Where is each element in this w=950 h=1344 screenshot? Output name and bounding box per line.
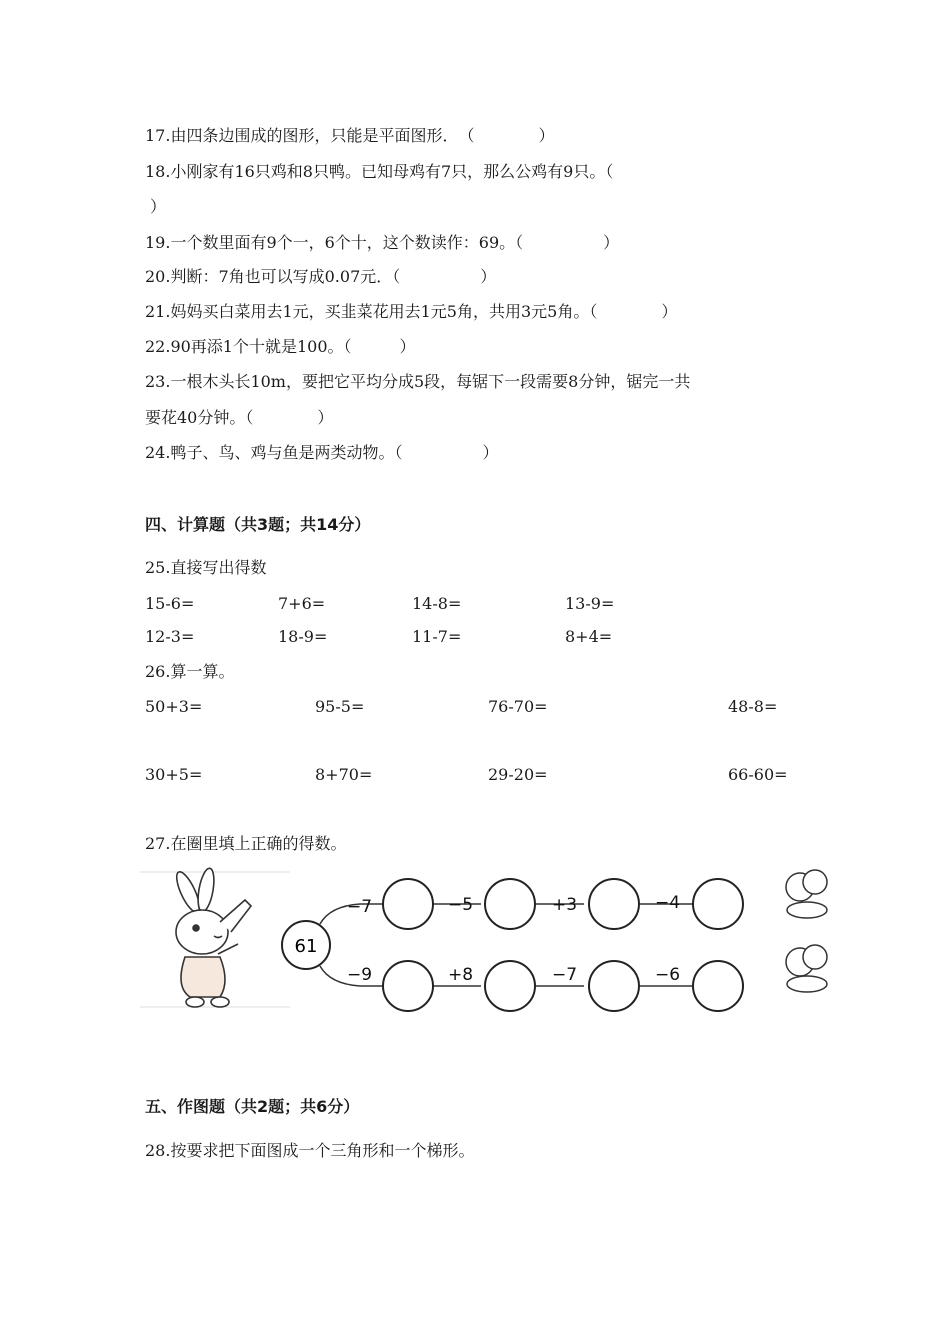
q25-expr: 12-3= — [145, 627, 195, 646]
op-label: −7 — [552, 965, 578, 985]
q26-expr: 66-60= — [728, 765, 788, 784]
answer-circle[interactable] — [383, 961, 433, 1011]
q26-expr: 48-8= — [728, 697, 778, 716]
question-18-line1: 18.小刚家有16只鸡和8只鸭。已知母鸡有7只，那么公鸡有9只。（ — [145, 162, 614, 181]
calculation-chain-figure — [140, 862, 840, 1022]
question-28: 28.按要求把下面图成一个三角形和一个梯形。 — [145, 1141, 475, 1160]
answer-circle[interactable] — [589, 879, 639, 929]
question-19: 19.一个数里面有9个一，6个十，这个数读作：69。（ ） — [145, 233, 620, 252]
question-20: 20.判断：7角也可以写成0.07元．（ ） — [145, 267, 497, 286]
question-17: 17.由四条边围成的图形，只能是平面图形． （ ） — [145, 126, 555, 145]
op-label: −4 — [655, 893, 681, 913]
question-21: 21.妈妈买白菜用去1元，买韭菜花用去1元5角，共用3元5角。（ ） — [145, 302, 678, 321]
op-label: −6 — [655, 965, 681, 985]
q25-expr: 7+6= — [278, 594, 326, 613]
op-label: −7 — [347, 897, 373, 917]
op-label: −5 — [448, 895, 474, 915]
q26-expr: 8+70= — [315, 765, 373, 784]
q26-expr: 50+3= — [145, 697, 203, 716]
q26-expr: 29-20= — [488, 765, 548, 784]
answer-circle[interactable] — [693, 961, 743, 1011]
question-25-title: 25.直接写出得数 — [145, 558, 267, 577]
question-27-title: 27.在圈里填上正确的得数。 — [145, 834, 347, 853]
question-24: 24.鸭子、鸟、鸡与鱼是两类动物。（ ） — [145, 443, 499, 462]
question-23-line2: 要花40分钟。（ ） — [145, 408, 334, 427]
answer-circle[interactable] — [693, 879, 743, 929]
cabbage-icon — [786, 945, 827, 992]
section-4-heading: 四、计算题（共3题；共14分） — [145, 515, 371, 534]
q25-expr: 8+4= — [565, 627, 613, 646]
op-label: +8 — [448, 965, 474, 985]
question-26-title: 26.算一算。 — [145, 662, 235, 681]
cabbage-icon — [786, 870, 827, 918]
q26-expr: 30+5= — [145, 765, 203, 784]
answer-circle[interactable] — [485, 961, 535, 1011]
rabbit-illustration — [172, 867, 251, 1007]
q25-expr: 14-8= — [412, 594, 462, 613]
answer-circle[interactable] — [589, 961, 639, 1011]
question-22: 22.90再添1个十就是100。（ ） — [145, 337, 416, 356]
q26-expr: 76-70= — [488, 697, 548, 716]
op-label: +3 — [552, 895, 578, 915]
op-label: −9 — [347, 965, 373, 985]
section-5-heading: 五、作图题（共2题；共6分） — [145, 1097, 360, 1116]
answer-circle[interactable] — [383, 879, 433, 929]
q25-expr: 18-9= — [278, 627, 328, 646]
q26-expr: 95-5= — [315, 697, 365, 716]
q25-expr: 11-7= — [412, 627, 462, 646]
q25-expr: 13-9= — [565, 594, 615, 613]
start-number: 61 — [294, 936, 318, 957]
q25-expr: 15-6= — [145, 594, 195, 613]
answer-circle[interactable] — [485, 879, 535, 929]
question-23-line1: 23.一根木头长10m，要把它平均分成5段，每锯下一段需要8分钟，锯完一共 — [145, 372, 691, 391]
question-18-line2: ） — [150, 197, 167, 216]
